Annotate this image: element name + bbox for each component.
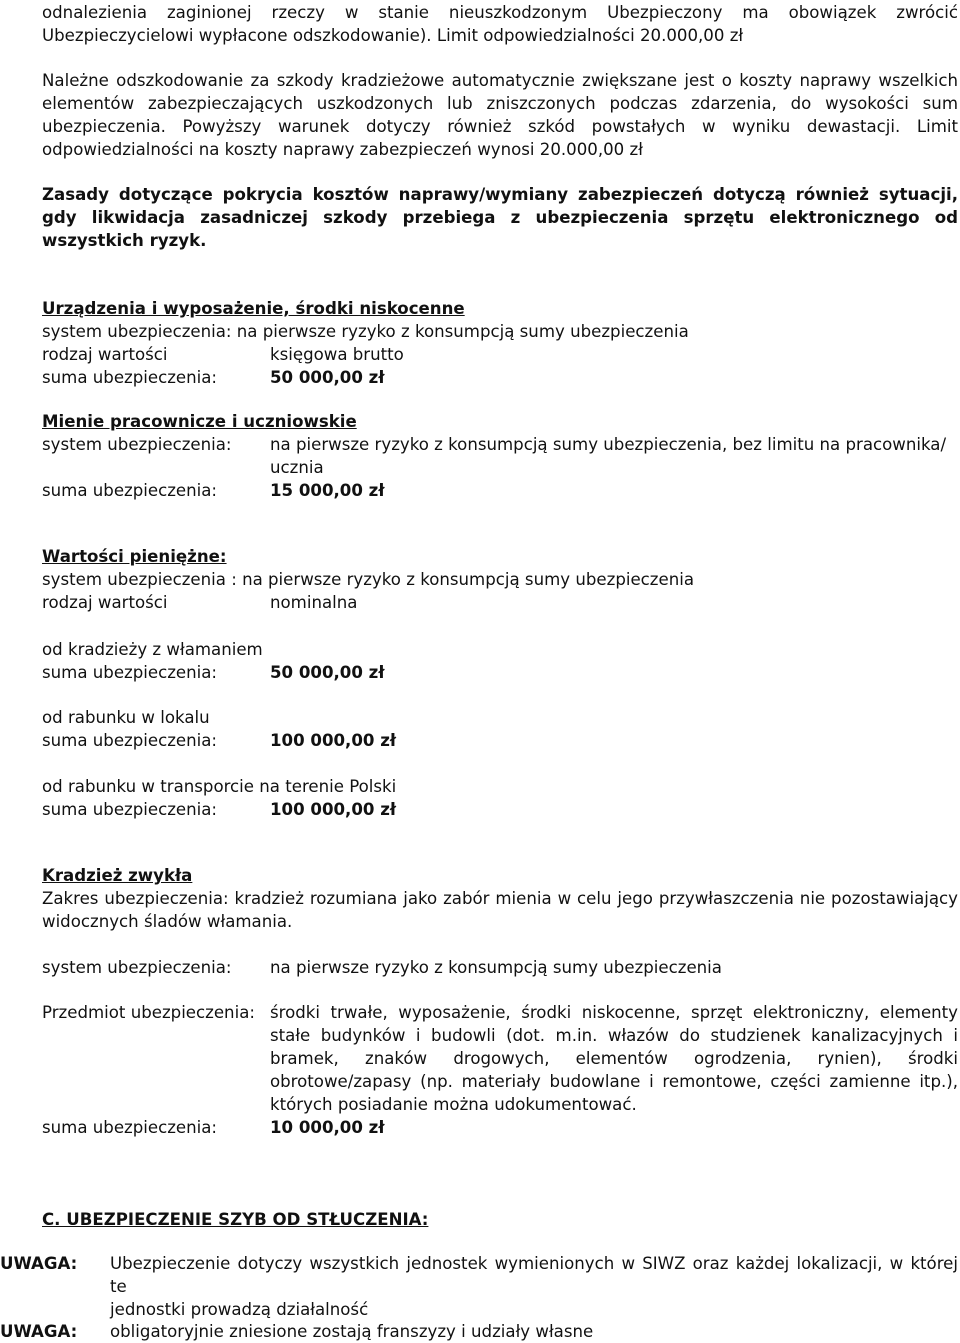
text-line: Ubezpieczenie dotyczy wszystkich jednostek wymienionych w SIWZ oraz każdej lokalizacji, w której te	[110, 1254, 958, 1296]
rodzaj-row	[42, 591, 958, 614]
section-heading: Mienie pracownicze i uczniowskie	[42, 412, 357, 431]
subsection-kradziez-z-wlamaniem	[42, 638, 958, 684]
suma-value: 50 000,00 zł	[270, 663, 385, 682]
system-line: system ubezpieczenia: na pierwsze ryzyko z konsumpcją sumy ubezpieczenia	[42, 322, 689, 341]
subsection-rabunek-transport	[42, 775, 958, 821]
text-line: Zasady dotyczące pokrycia kosztów naprawy/wymiany zabezpieczeń dotyczą również sytuacji,	[42, 185, 958, 204]
text-line: wszystkich ryzyk.	[42, 231, 207, 250]
suma-row	[42, 1116, 958, 1139]
section-wartosci-pieniezne	[42, 545, 958, 614]
system-line: system ubezpieczenia : na pierwsze ryzyko z konsumpcją sumy ubezpieczenia	[42, 570, 695, 589]
suma-row	[42, 798, 958, 821]
suma-value: 15 000,00 zł	[270, 481, 385, 500]
text-line: których posiadanie można udokumentować.	[270, 1095, 637, 1114]
suma-value: 100 000,00 zł	[270, 800, 397, 819]
suma-label: suma ubezpieczenia:	[42, 481, 218, 500]
rodzaj-value: księgowa brutto	[270, 345, 404, 364]
subsection-heading: od rabunku w transporcie na terenie Polski	[42, 777, 397, 796]
suma-row	[42, 661, 958, 684]
text-line: stałe budynków i budowli (dot. m.in. włazów do studzienek kanalizacyjnych i	[270, 1026, 958, 1045]
text-line: bramek, znaków drogowych, elementów ogrodzenia, rynien), środki	[270, 1049, 958, 1068]
text-line: na pierwsze ryzyko z konsumpcją sumy ubezpieczenia, bez limitu na pracownika/	[270, 435, 947, 454]
section-heading: Kradzież zwykła	[42, 866, 193, 885]
text-line: środki trwałe, wyposażenie, środki niskocenne, sprzęt elektroniczny, elementy	[270, 1003, 958, 1022]
text-line: widocznych śladów włamania.	[42, 912, 293, 931]
przedmiot-label: Przedmiot ubezpieczenia:	[42, 1003, 255, 1022]
subsection-rabunek-lokal	[42, 706, 958, 752]
uwaga-label: UWAGA:	[0, 1254, 78, 1273]
suma-value: 100 000,00 zł	[270, 731, 397, 750]
text-line: jednostki prowadzą działalność	[110, 1300, 369, 1319]
przedmiot-value	[270, 1001, 958, 1116]
rodzaj-value: nominalna	[270, 593, 358, 612]
uwaga-label: UWAGA:	[0, 1322, 78, 1341]
suma-row	[42, 479, 958, 502]
paragraph-zasady-pokrycia	[42, 183, 958, 252]
text-line: gdy likwidacja zasadniczej szkody przebiega z ubezpieczenia sprzętu elektronicznego od	[42, 208, 958, 227]
text-line: Ubezpieczycielowi wypłacone odszkodowanie). Limit odpowiedzialności 20.000,00 zł	[42, 26, 744, 45]
text-line: Należne odszkodowanie za szkody kradzieżowe automatycznie zwiększane jest o koszty naprawy wszelkich	[42, 71, 958, 90]
suma-label: suma ubezpieczenia:	[42, 800, 218, 819]
text-line: ubezpieczenia. Powyższy warunek dotyczy również szkód powstałych w wyniku dewastacji. Limit	[42, 117, 958, 136]
rodzaj-row	[42, 343, 958, 366]
suma-value: 50 000,00 zł	[270, 368, 385, 387]
kradziez-system-row	[42, 956, 958, 979]
text-line: obrotowe/zapasy (np. materiały budowlane i remontowe, części zamienne itp.),	[270, 1072, 958, 1091]
rodzaj-label: rodzaj wartości	[42, 593, 168, 612]
system-row	[42, 433, 958, 479]
text-line: Zakres ubezpieczenia: kradzież rozumiana jako zabór mienia w celu jego przywłaszczenia nie pozostawiający	[42, 889, 958, 908]
text-line: odpowiedzialności na koszty naprawy zabezpieczeń wynosi 20.000,00 zł	[42, 140, 643, 159]
suma-label: suma ubezpieczenia:	[42, 368, 218, 387]
paragraph-limit-zwrot	[42, 1, 958, 47]
section-heading: Urządzenia i wyposażenie, środki niskocenne	[42, 299, 465, 318]
section-c-heading: C. UBEZPIECZENIE SZYB OD STŁUCZENIA:	[42, 1210, 429, 1229]
kradziez-przedmiot-row	[42, 1001, 958, 1139]
system-label: system ubezpieczenia:	[42, 435, 232, 454]
suma-label: suma ubezpieczenia:	[42, 1118, 218, 1137]
text-line: elementów zabezpieczających uszkodzonych lub zniszczonych podczas zdarzenia, do wysokości sum	[42, 94, 958, 113]
system-value: na pierwsze ryzyko z konsumpcją sumy ubezpieczenia	[270, 958, 722, 977]
suma-label: suma ubezpieczenia:	[42, 663, 218, 682]
suma-row	[42, 366, 958, 389]
suma-row	[42, 729, 958, 752]
suma-value: 10 000,00 zł	[270, 1118, 385, 1137]
rodzaj-label: rodzaj wartości	[42, 345, 168, 364]
section-kradziez-zwykla	[42, 864, 958, 933]
uwaga-text	[110, 1252, 958, 1321]
uwaga-row-1	[0, 1252, 958, 1321]
text-line: ucznia	[270, 458, 324, 477]
section-heading: Wartości pieniężne:	[42, 547, 227, 566]
text-line: odnalezienia zaginionej rzeczy w stanie nieuszkodzonym Ubezpieczony ma obowiązek zwrócić	[42, 3, 958, 22]
system-label: system ubezpieczenia:	[42, 958, 232, 977]
uwaga-row-2	[0, 1320, 958, 1343]
paragraph-nalezne-odszkodowanie	[42, 69, 958, 161]
suma-label: suma ubezpieczenia:	[42, 731, 218, 750]
system-value	[270, 433, 958, 479]
subsection-heading: od rabunku w lokalu	[42, 708, 210, 727]
subsection-heading: od kradzieży z włamaniem	[42, 640, 263, 659]
uwaga-text: obligatoryjnie zniesione zostają franszyzy i udziały własne	[110, 1322, 594, 1341]
section-urzadzenia	[42, 297, 958, 389]
section-mienie-pracownicze	[42, 410, 958, 502]
